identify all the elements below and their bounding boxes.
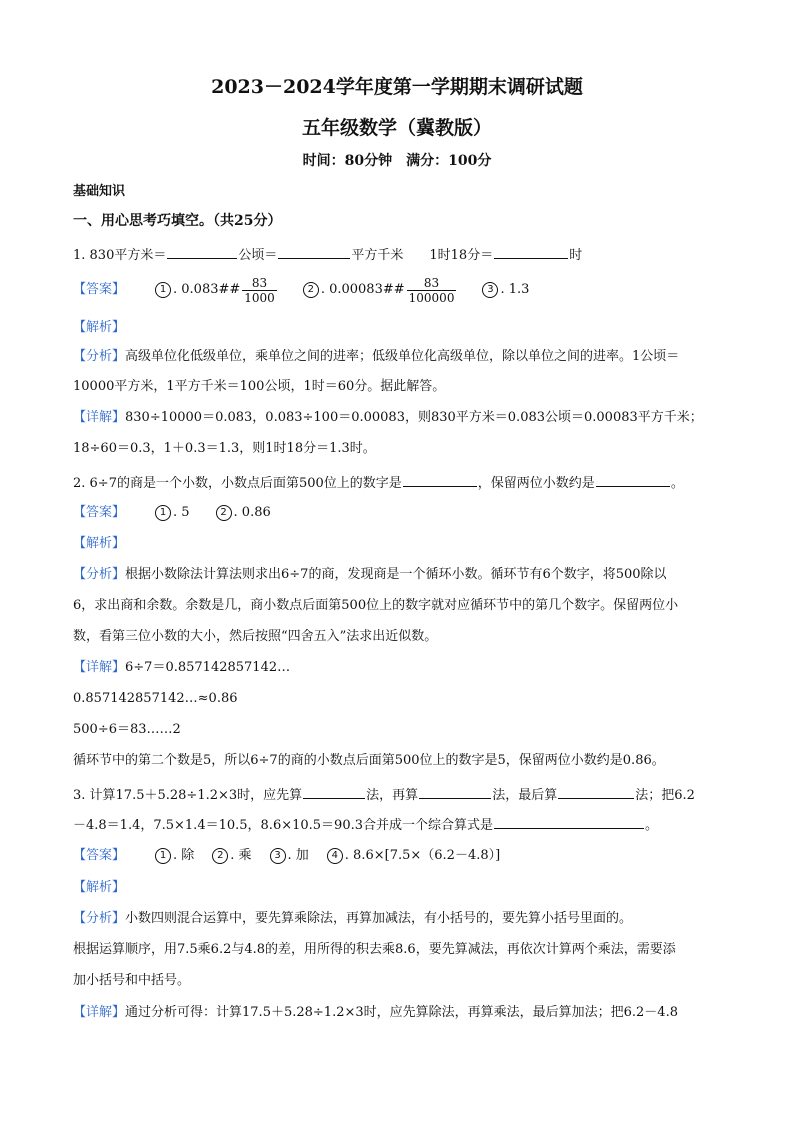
question-2: 2. 6÷7的商是一个小数，小数点后面第500位上的数字是 ，保留两位小数约是 。 xyxy=(73,472,733,493)
q1-answer-2: 2 . 0.00083## $\frac{83}{100000}$ xyxy=(303,276,457,305)
part-heading: 一、用心思考巧填空。（共25分） xyxy=(73,213,282,229)
q3-blank-4 xyxy=(494,814,644,829)
q2-blank-2 xyxy=(596,472,670,487)
q3-jiexi-label: 【解析】 xyxy=(73,880,126,895)
answer-label: 【答案】 xyxy=(73,505,126,520)
section-name: 基础知识 xyxy=(73,184,126,199)
q1-analysis-2: 10000平方米，1平方千米＝100公顷，1时＝60分。据此解答。 xyxy=(73,379,446,394)
q2-detail-2: 0.857142857142…≈0.86 xyxy=(73,691,238,706)
q3-analysis-1: 【分析】小数四则混合运算中，要先算乘除法，再算加减法，有小括号的，要先算小括号里面的。 xyxy=(73,911,633,926)
q3-answer-3: 3 . 加 xyxy=(270,847,309,865)
q2-detail-3: 500÷6＝83……2 xyxy=(73,722,181,737)
q3-answer xyxy=(73,847,733,865)
q1-answer-1: 1 . 0.083## $\frac{83}{1000}$ xyxy=(155,276,277,305)
q2-detail-4: 循环节中的第二个数是5，所以6÷7的商的小数点后面第500位上的数字是5，保留两位小数约是0.86。 xyxy=(73,753,665,768)
q2-analysis-1: 【分析】根据小数除法计算法则求出6÷7的商，发现商是一个循环小数。循环节有6个数字，将500除以 xyxy=(73,567,667,582)
q3-answer-1: 1 . 除 xyxy=(155,847,194,865)
answer-label: 【答案】 xyxy=(73,282,126,297)
q2-answer-2: 2 . 0.86 xyxy=(216,504,271,522)
q2-detail-1: 【详解】6÷7＝0.857142857142… xyxy=(73,660,291,675)
q3-answer-2: 2 . 乘 xyxy=(212,847,251,865)
q1-analysis-1: 【分析】高级单位化低级单位，乘单位之间的进率；低级单位化高级单位，除以单位之间的进率。1公顷＝ xyxy=(73,349,680,364)
fraction: $\frac{83}{100000}$ xyxy=(408,275,455,305)
q1-jiexi-label: 【解析】 xyxy=(73,320,126,335)
exam-meta: 时间：80分钟 满分：100分 xyxy=(302,153,492,169)
exam-subtitle: 五年级数学（冀教版） xyxy=(301,117,492,139)
q1-blank-3 xyxy=(494,244,568,259)
q3-detail-1: 【详解】通过分析可得：计算17.5＋5.28÷1.2×3时，应先算除法，再算乘法，最后算加法；把6.2－4.8 xyxy=(73,1005,678,1020)
q2-analysis-3: 数，看第三位小数的大小，然后按照“四舍五入”法求出近似数。 xyxy=(73,629,438,644)
exam-title: 2023－2024学年度第一学期期末调研试题 xyxy=(211,76,583,98)
q1-text-4: 时 xyxy=(569,248,583,263)
q2-blank-1 xyxy=(403,472,477,487)
q1-detail-1: 【详解】830÷10000＝0.083，0.083÷100＝0.00083，则830平方米＝0.083公顷＝0.00083平方千米； xyxy=(73,410,703,425)
q3-blank-2 xyxy=(419,784,491,799)
q2-answer xyxy=(73,504,733,522)
q1-detail-2: 18÷60＝0.3，1＋0.3＝1.3，则1时18分＝1.3时。 xyxy=(73,441,376,456)
question-3-cont: －4.8＝1.4，7.5×1.4＝10.5，8.6×10.5＝90.3合并成一个综合算式是 。 xyxy=(73,814,733,835)
q3-analysis-2: 根据运算顺序，用7.5乘6.2与4.8的差，用所得的积去乘8.6，要先算减法，再依次计算两个乘法，需要添 xyxy=(73,942,676,957)
q1-text-3: 平方千米 1时18分＝ xyxy=(351,248,494,263)
q1-text-1: 1. 830平方米＝ xyxy=(73,248,167,263)
question-1 xyxy=(73,244,733,265)
answer-label: 【答案】 xyxy=(73,848,126,863)
q1-answer xyxy=(73,272,733,308)
q3-blank-3 xyxy=(558,784,634,799)
q1-blank-2 xyxy=(278,244,350,259)
q2-answer-1: 1 . 5 xyxy=(155,504,190,522)
q2-jiexi-label: 【解析】 xyxy=(73,536,126,551)
q3-analysis-3: 加小括号和中括号。 xyxy=(73,973,191,988)
q1-answer-3: 3 . 1.3 xyxy=(482,281,529,299)
q1-text-2: 公顷＝ xyxy=(238,248,278,263)
question-3: 3. 计算17.5＋5.28÷1.2×3时，应先算 法，再算 法，最后算 法；把6.2 xyxy=(73,784,733,805)
fraction: $\frac{83}{1000}$ xyxy=(244,275,275,305)
q1-blank-1 xyxy=(167,244,237,259)
q3-blank-1 xyxy=(303,784,365,799)
q3-answer-4: 4 . 8.6×[7.5×（6.2－4.8）] xyxy=(327,847,500,865)
q2-analysis-2: 6，求出商和余数。余数是几，商小数点后面第500位上的数字就对应循环节中的第几个数字。保留两位小 xyxy=(73,598,679,613)
